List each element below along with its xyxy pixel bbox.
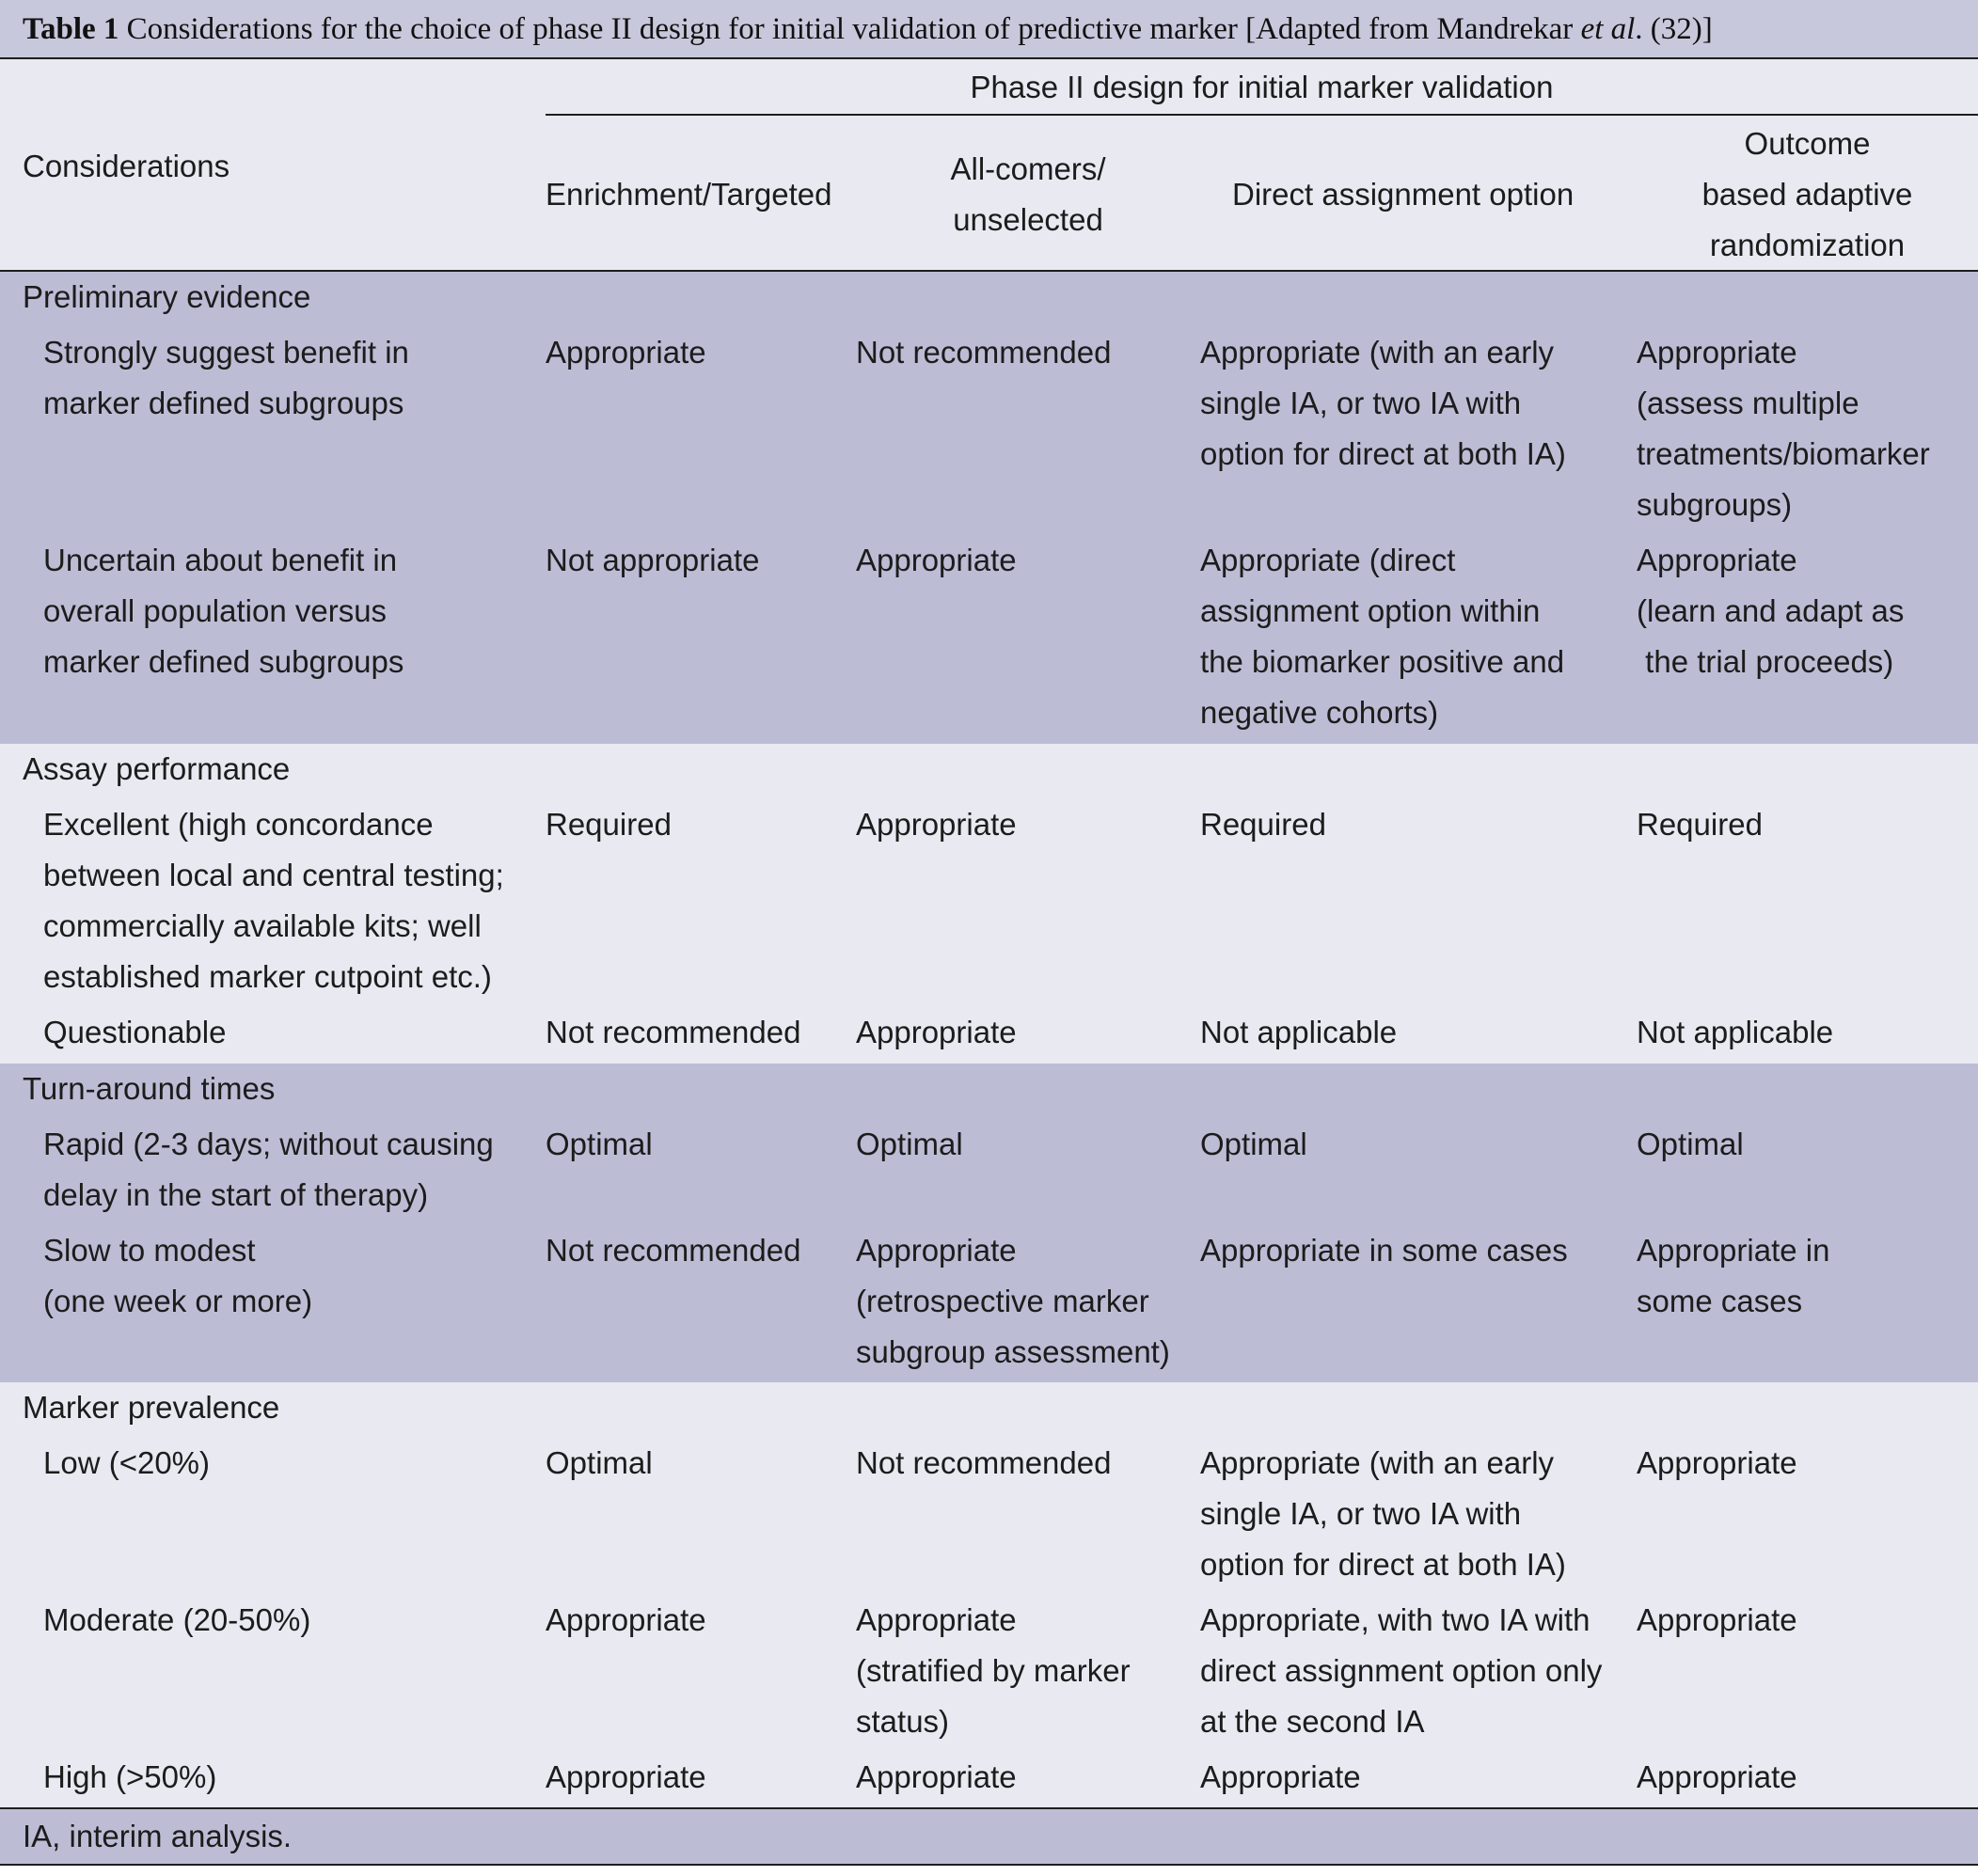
cell-direct-assignment: negative cohorts) bbox=[1200, 695, 1439, 730]
cell-adaptive: subgroups) bbox=[1637, 487, 1793, 522]
cell-direct-assignment: Appropriate (with an early bbox=[1200, 1445, 1555, 1480]
cell-consideration: (one week or more) bbox=[43, 1284, 313, 1318]
footnote-top-rule bbox=[0, 1807, 1978, 1809]
cell-all-comers: Appropriate bbox=[856, 1759, 1017, 1794]
cell-consideration: High (>50%) bbox=[43, 1759, 217, 1794]
cell-direct-assignment: single IA, or two IA with bbox=[1200, 1496, 1522, 1531]
section-title-turn-around-times: Turn-around times bbox=[23, 1071, 276, 1106]
header-adaptive-line-1: Outcome bbox=[1744, 126, 1871, 161]
cell-direct-assignment: at the second IA bbox=[1200, 1704, 1425, 1739]
cell-all-comers: status) bbox=[856, 1704, 950, 1739]
cell-consideration: between local and central testing; bbox=[43, 858, 504, 892]
cell-consideration: delay in the start of therapy) bbox=[43, 1177, 429, 1212]
cell-consideration: Rapid (2-3 days; without causing bbox=[43, 1127, 494, 1161]
cell-direct-assignment: Appropriate bbox=[1200, 1759, 1361, 1794]
cell-enrichment: Required bbox=[546, 807, 672, 842]
header-direct-assignment: Direct assignment option bbox=[1232, 177, 1574, 212]
cell-adaptive: Not applicable bbox=[1637, 1015, 1834, 1049]
cell-consideration: marker defined subgroups bbox=[43, 644, 404, 679]
cell-consideration: Slow to modest bbox=[43, 1233, 256, 1268]
section-title-marker-prevalence: Marker prevalence bbox=[23, 1390, 280, 1425]
cell-adaptive: treatments/biomarker bbox=[1637, 436, 1930, 471]
cell-consideration: Excellent (high concordance bbox=[43, 807, 434, 842]
cell-adaptive: Appropriate bbox=[1637, 335, 1797, 370]
cell-enrichment: Not recommended bbox=[546, 1233, 801, 1268]
cell-consideration: Moderate (20-50%) bbox=[43, 1602, 311, 1637]
cell-direct-assignment: Optimal bbox=[1200, 1127, 1307, 1161]
cell-consideration: Uncertain about benefit in bbox=[43, 543, 398, 577]
cell-adaptive: Appropriate bbox=[1637, 1759, 1797, 1794]
cell-all-comers: Appropriate bbox=[856, 807, 1017, 842]
cell-all-comers: Not recommended bbox=[856, 335, 1112, 370]
cell-all-comers: Appropriate bbox=[856, 1233, 1017, 1268]
cell-direct-assignment: Appropriate, with two IA with bbox=[1200, 1602, 1590, 1637]
cell-all-comers: (retrospective marker bbox=[856, 1284, 1149, 1318]
cell-enrichment: Appropriate bbox=[546, 1602, 706, 1637]
header-group-label: Phase II design for initial marker validation bbox=[970, 70, 1554, 104]
cell-all-comers: Not recommended bbox=[856, 1445, 1112, 1480]
header-all-comers-line-2: unselected bbox=[953, 202, 1103, 237]
cell-adaptive: Required bbox=[1637, 807, 1763, 842]
cell-direct-assignment: single IA, or two IA with bbox=[1200, 386, 1522, 420]
cell-direct-assignment: Required bbox=[1200, 807, 1326, 842]
cell-enrichment: Not recommended bbox=[546, 1015, 801, 1049]
footnote-band bbox=[0, 1809, 1978, 1865]
cell-direct-assignment: Appropriate in some cases bbox=[1200, 1233, 1568, 1268]
cell-consideration: Strongly suggest benefit in bbox=[43, 335, 409, 370]
cell-consideration: Low (<20%) bbox=[43, 1445, 211, 1480]
caption-text-before: Considerations for the choice of phase II design for initial validation of predictive marker [Adapted from Mandrekar bbox=[126, 12, 1581, 46]
section-title-assay-performance: Assay performance bbox=[23, 751, 291, 786]
cell-enrichment: Not appropriate bbox=[546, 543, 760, 577]
cell-adaptive: Appropriate bbox=[1637, 1602, 1797, 1637]
cell-all-comers: subgroup assessment) bbox=[856, 1334, 1170, 1369]
cell-direct-assignment: direct assignment option only bbox=[1200, 1653, 1603, 1688]
cell-adaptive: Appropriate bbox=[1637, 543, 1797, 577]
cell-consideration: Questionable bbox=[43, 1015, 227, 1049]
section-title-preliminary-evidence: Preliminary evidence bbox=[23, 279, 311, 314]
cell-adaptive: (assess multiple bbox=[1637, 386, 1859, 420]
cell-adaptive: Appropriate bbox=[1637, 1445, 1797, 1480]
table-bottom-rule bbox=[0, 1864, 1978, 1866]
cell-consideration: established marker cutpoint etc.) bbox=[43, 959, 492, 994]
header-group-rule bbox=[546, 114, 1978, 116]
table-caption bbox=[0, 0, 1978, 58]
caption-italic: et al bbox=[1580, 12, 1636, 46]
header-adaptive-line-3: randomization bbox=[1709, 228, 1906, 262]
cell-all-comers: Appropriate bbox=[856, 1015, 1017, 1049]
cell-adaptive: Optimal bbox=[1637, 1127, 1744, 1161]
table-label: Table 1 bbox=[23, 12, 119, 46]
cell-all-comers: Appropriate bbox=[856, 543, 1017, 577]
cell-enrichment: Optimal bbox=[546, 1445, 653, 1480]
cell-direct-assignment: Appropriate (direct bbox=[1200, 543, 1456, 577]
cell-all-comers: Optimal bbox=[856, 1127, 963, 1161]
caption-text-after: . (32)] bbox=[1635, 12, 1713, 46]
cell-adaptive: the trial proceeds) bbox=[1637, 644, 1894, 679]
cell-direct-assignment: Not applicable bbox=[1200, 1015, 1398, 1049]
cell-consideration: commercially available kits; well bbox=[43, 908, 482, 943]
cell-enrichment: Appropriate bbox=[546, 335, 706, 370]
header-all-comers-line-1: All-comers/ bbox=[950, 151, 1106, 186]
cell-consideration: overall population versus bbox=[43, 593, 388, 628]
cell-adaptive: Appropriate in bbox=[1637, 1233, 1830, 1268]
cell-enrichment: Appropriate bbox=[546, 1759, 706, 1794]
header-enrichment-targeted: Enrichment/Targeted bbox=[546, 177, 832, 212]
cell-adaptive: (learn and adapt as bbox=[1637, 593, 1905, 628]
cell-consideration: marker defined subgroups bbox=[43, 386, 404, 420]
cell-direct-assignment: Appropriate (with an early bbox=[1200, 335, 1555, 370]
cell-direct-assignment: the biomarker positive and bbox=[1200, 644, 1565, 679]
header-top-rule bbox=[0, 57, 1978, 59]
cell-direct-assignment: option for direct at both IA) bbox=[1200, 1547, 1566, 1582]
cell-direct-assignment: option for direct at both IA) bbox=[1200, 436, 1566, 471]
cell-direct-assignment: assignment option within bbox=[1200, 593, 1541, 628]
cell-all-comers: (stratified by marker bbox=[856, 1653, 1131, 1688]
header-adaptive-line-2: based adaptive bbox=[1701, 177, 1913, 212]
footnote: IA, interim analysis. bbox=[23, 1819, 293, 1853]
header-considerations: Considerations bbox=[23, 149, 230, 183]
cell-adaptive: some cases bbox=[1637, 1284, 1803, 1318]
cell-all-comers: Appropriate bbox=[856, 1602, 1017, 1637]
cell-enrichment: Optimal bbox=[546, 1127, 653, 1161]
